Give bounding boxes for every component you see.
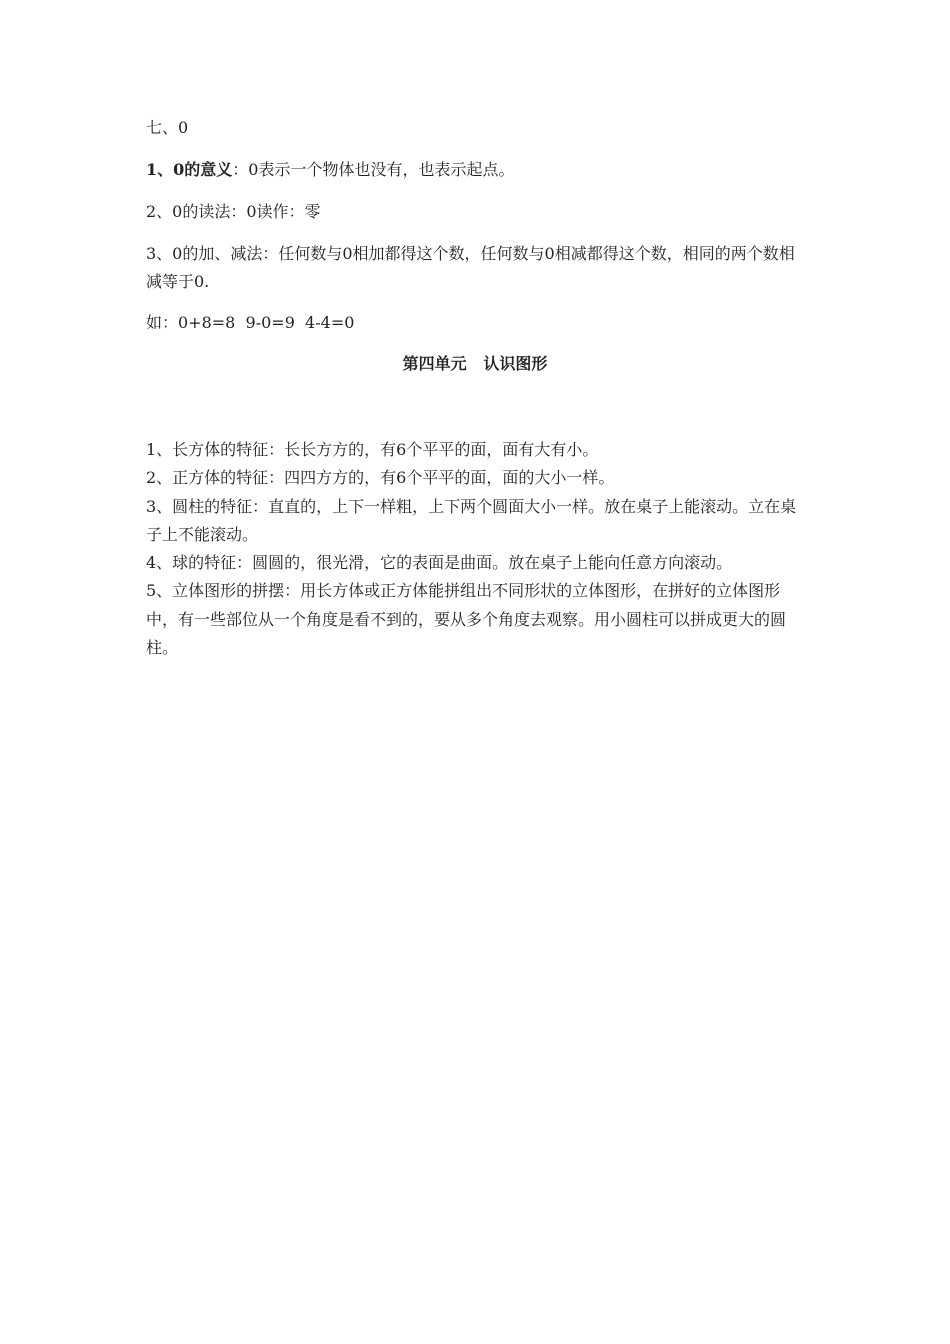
list-item-cube: 2、正方体的特征：四四方方的，有6个平平的面，面的大小一样。: [146, 468, 615, 488]
unit-heading: 第四单元 认识图形: [402, 354, 548, 373]
zero-meaning-label: 1、0的意义: [146, 160, 233, 179]
list-item-assembly: 5、立体图形的拼摆：用长方体或正方体能拼组出不同形状的立体图形，在拼好的立体图形中，有一些部位从一个角度是看不到的，要从多个角度去观察。用小圆柱可以拼成更大的圆柱。: [146, 581, 787, 658]
zero-add-subtract-paragraph: 3、0的加、减法：任何数与0相加都得这个数，任何数与0相减都得这个数，相同的两个数相减等于0.: [146, 244, 795, 291]
shape-features-list: [146, 436, 808, 662]
example-paragraph: 如：0+8=8 9-0=9 4-4=0: [146, 313, 355, 332]
list-item-cylinder: 3、圆柱的特征：直直的，上下一样粗，上下两个圆面大小一样。放在桌子上能滚动。立在桌子上不能滚动。: [146, 496, 797, 544]
list-item-sphere: 4、球的特征：圆圆的，很光滑，它的表面是曲面。放在桌子上能向任意方向滚动。: [146, 553, 733, 573]
zero-meaning-paragraph: [146, 156, 808, 184]
zero-meaning-text: ：0表示一个物体也没有，也表示起点。: [232, 160, 515, 179]
section-title: 七、0: [146, 118, 189, 137]
list-item-cuboid: 1、长方体的特征：长长方方的，有6个平平的面，面有大有小。: [146, 440, 599, 459]
zero-reading-paragraph: 2、0的读法：0读作：零: [146, 202, 321, 221]
